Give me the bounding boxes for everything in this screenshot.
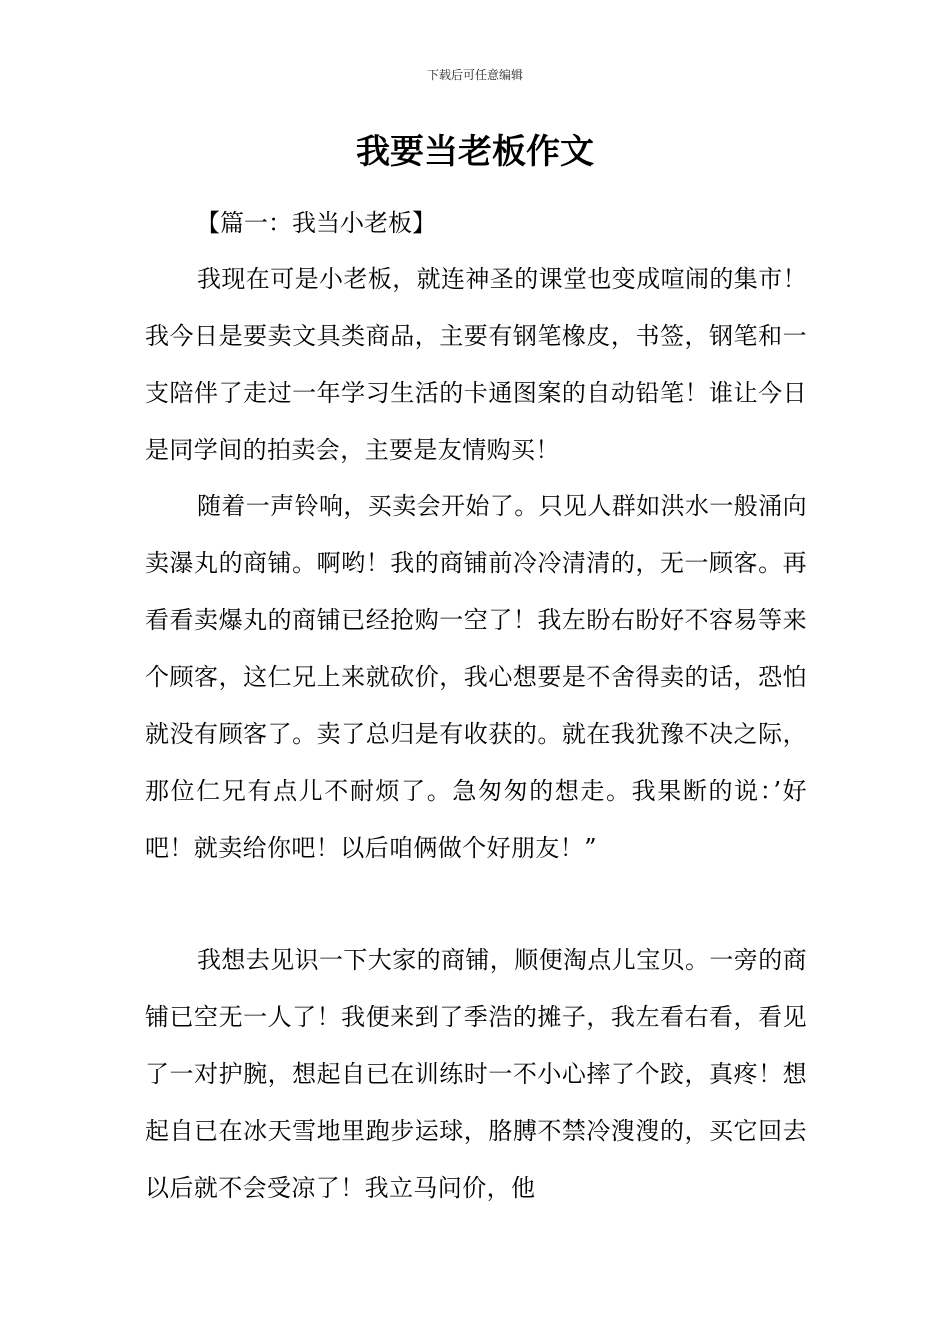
paragraph-3: 我想去见识一下大家的商铺，顺便淘点儿宝贝。一旁的商铺已空无一人了！我便来到了季浩的摊子，我左看右看，看见了一对护腕，想起自已在训练时一不小心摔了个跤，真疼！想起自已在冰天雪地里跑步运球，胳膊不禁冷溲溲的，买它回去以后就不会受凉了！我立马问价，他 [145, 946, 807, 1202]
section-heading: 【篇一：我当小老板】 [196, 209, 436, 237]
document-title: 我要当老板作文 [356, 132, 594, 172]
paragraph-1: 我现在可是小老板，就连神圣的课堂也变成喧闹的集市！我今日是要卖文具类商品，主要有钢笔橡皮，书签，钢笔和一支陪伴了走过一年学习生活的卡通图案的自动铅笔！谁让今日是同学间的拍卖会，主要是友情购买！ [145, 265, 807, 464]
page-header-note: 下载后可任意编辑 [426, 68, 523, 82]
paragraph-2: 随着一声铃响，买卖会开始了。只见人群如洪水一般涌向卖瀑丸的商铺。啊哟！我的商铺前冷冷清清的，无一顾客。再看看卖爆丸的商铺已经抢购一空了！我左盼右盼好不容易等来个顾客，这仁兄上来就砍价，我心想要是不舍得卖的话，恐怕就没有顾客了。卖了总归是有收获的。就在我犹豫不决之际，那位仁兄有点儿不耐烦了。急匆匆的想走。我果断的说：’好吧！就卖给你吧！以后咱俩做个好朋友！” [145, 492, 807, 862]
